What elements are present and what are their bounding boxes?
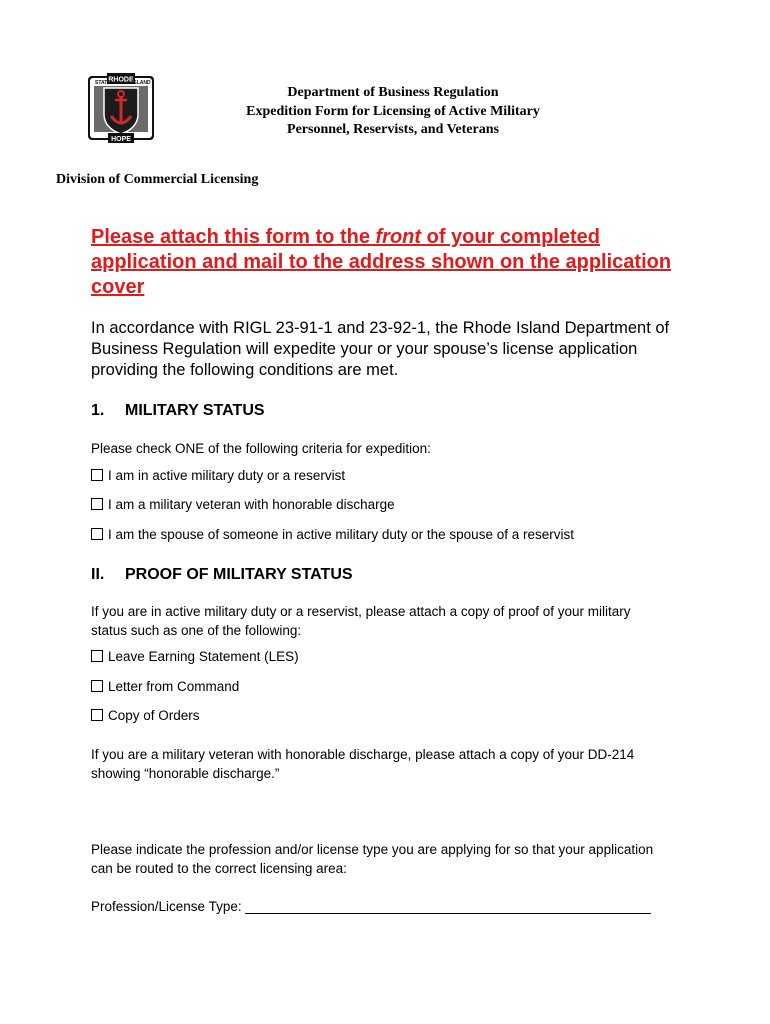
document-header	[200, 84, 586, 140]
checkbox-option-copy-of-orders[interactable]	[91, 707, 200, 726]
section-title: PROOF OF MILITARY STATUS	[125, 566, 353, 583]
section1-prompt: Please check ONE of the following criteria for expedition:	[91, 441, 431, 456]
profession-input[interactable]	[245, 899, 651, 914]
checkbox-option-active-duty[interactable]	[91, 467, 345, 486]
profession-label: Profession/License Type:	[91, 899, 242, 914]
division-name: Division of Commercial Licensing	[56, 172, 259, 187]
checkbox-option-veteran[interactable]	[91, 496, 395, 515]
section-proof-heading	[91, 566, 353, 584]
veteran-note: If you are a military veteran with honorable discharge, please attach a copy of your DD-214 showing “honorable discharge.”	[91, 747, 635, 781]
svg-text:RHODE: RHODE	[108, 76, 134, 84]
svg-text:STATE: STATE	[95, 80, 111, 86]
checkbox-option-les[interactable]	[91, 648, 299, 667]
section-number: II.	[91, 566, 105, 583]
section-military-status-heading	[91, 402, 265, 420]
checkbox-icon[interactable]	[91, 469, 103, 481]
svg-text:HOPE: HOPE	[111, 136, 131, 143]
option-label: Leave Earning Statement (LES)	[108, 649, 299, 664]
attach-notice	[91, 225, 711, 300]
notice-emphasis: front	[375, 226, 422, 248]
section2-prompt: If you are in active military duty or a reservist, please attach a copy of proof of your military status such as one of the following:	[91, 604, 631, 638]
form-title: Expedition Form for Licensing of Active Military	[246, 103, 540, 119]
checkbox-icon[interactable]	[91, 680, 103, 692]
checkbox-option-spouse[interactable]	[91, 526, 574, 545]
section-title: MILITARY STATUS	[125, 402, 265, 419]
option-label: Letter from Command	[108, 679, 240, 694]
option-label: Copy of Orders	[108, 708, 200, 723]
option-label: I am in active military duty or a reservist	[108, 468, 346, 483]
notice-text-before: Please attach this form to the	[91, 226, 376, 248]
profession-instruction: Please indicate the profession and/or license type you are applying for so that your application can be routed to the correct licensing area:	[91, 842, 654, 876]
section-number: 1.	[91, 402, 105, 419]
svg-text:ISLAND: ISLAND	[132, 80, 151, 86]
checkbox-icon[interactable]	[91, 528, 103, 540]
checkbox-icon[interactable]	[91, 650, 103, 662]
option-label: I am a military veteran with honorable discharge	[108, 497, 395, 512]
profession-field[interactable]	[91, 898, 651, 917]
option-label: I am the spouse of someone in active military duty or the spouse of a reservist	[108, 527, 574, 542]
department-name: Department of Business Regulation	[287, 85, 499, 100]
checkbox-icon[interactable]	[91, 709, 103, 721]
checkbox-option-letter-from-command[interactable]	[91, 678, 239, 697]
rhode-island-seal	[84, 70, 158, 146]
intro-paragraph: In accordance with RIGL 23-91-1 and 23-92-1, the Rhode Island Department of Business Regulation will expedite your or your spouse’s license application providing the following conditions are met.	[91, 319, 670, 379]
form-title-continued: Personnel, Reservists, and Veterans	[287, 122, 499, 137]
notice-text-after: of your completed application and mail to the address shown on the application cover	[91, 226, 672, 298]
checkbox-icon[interactable]	[91, 498, 103, 510]
